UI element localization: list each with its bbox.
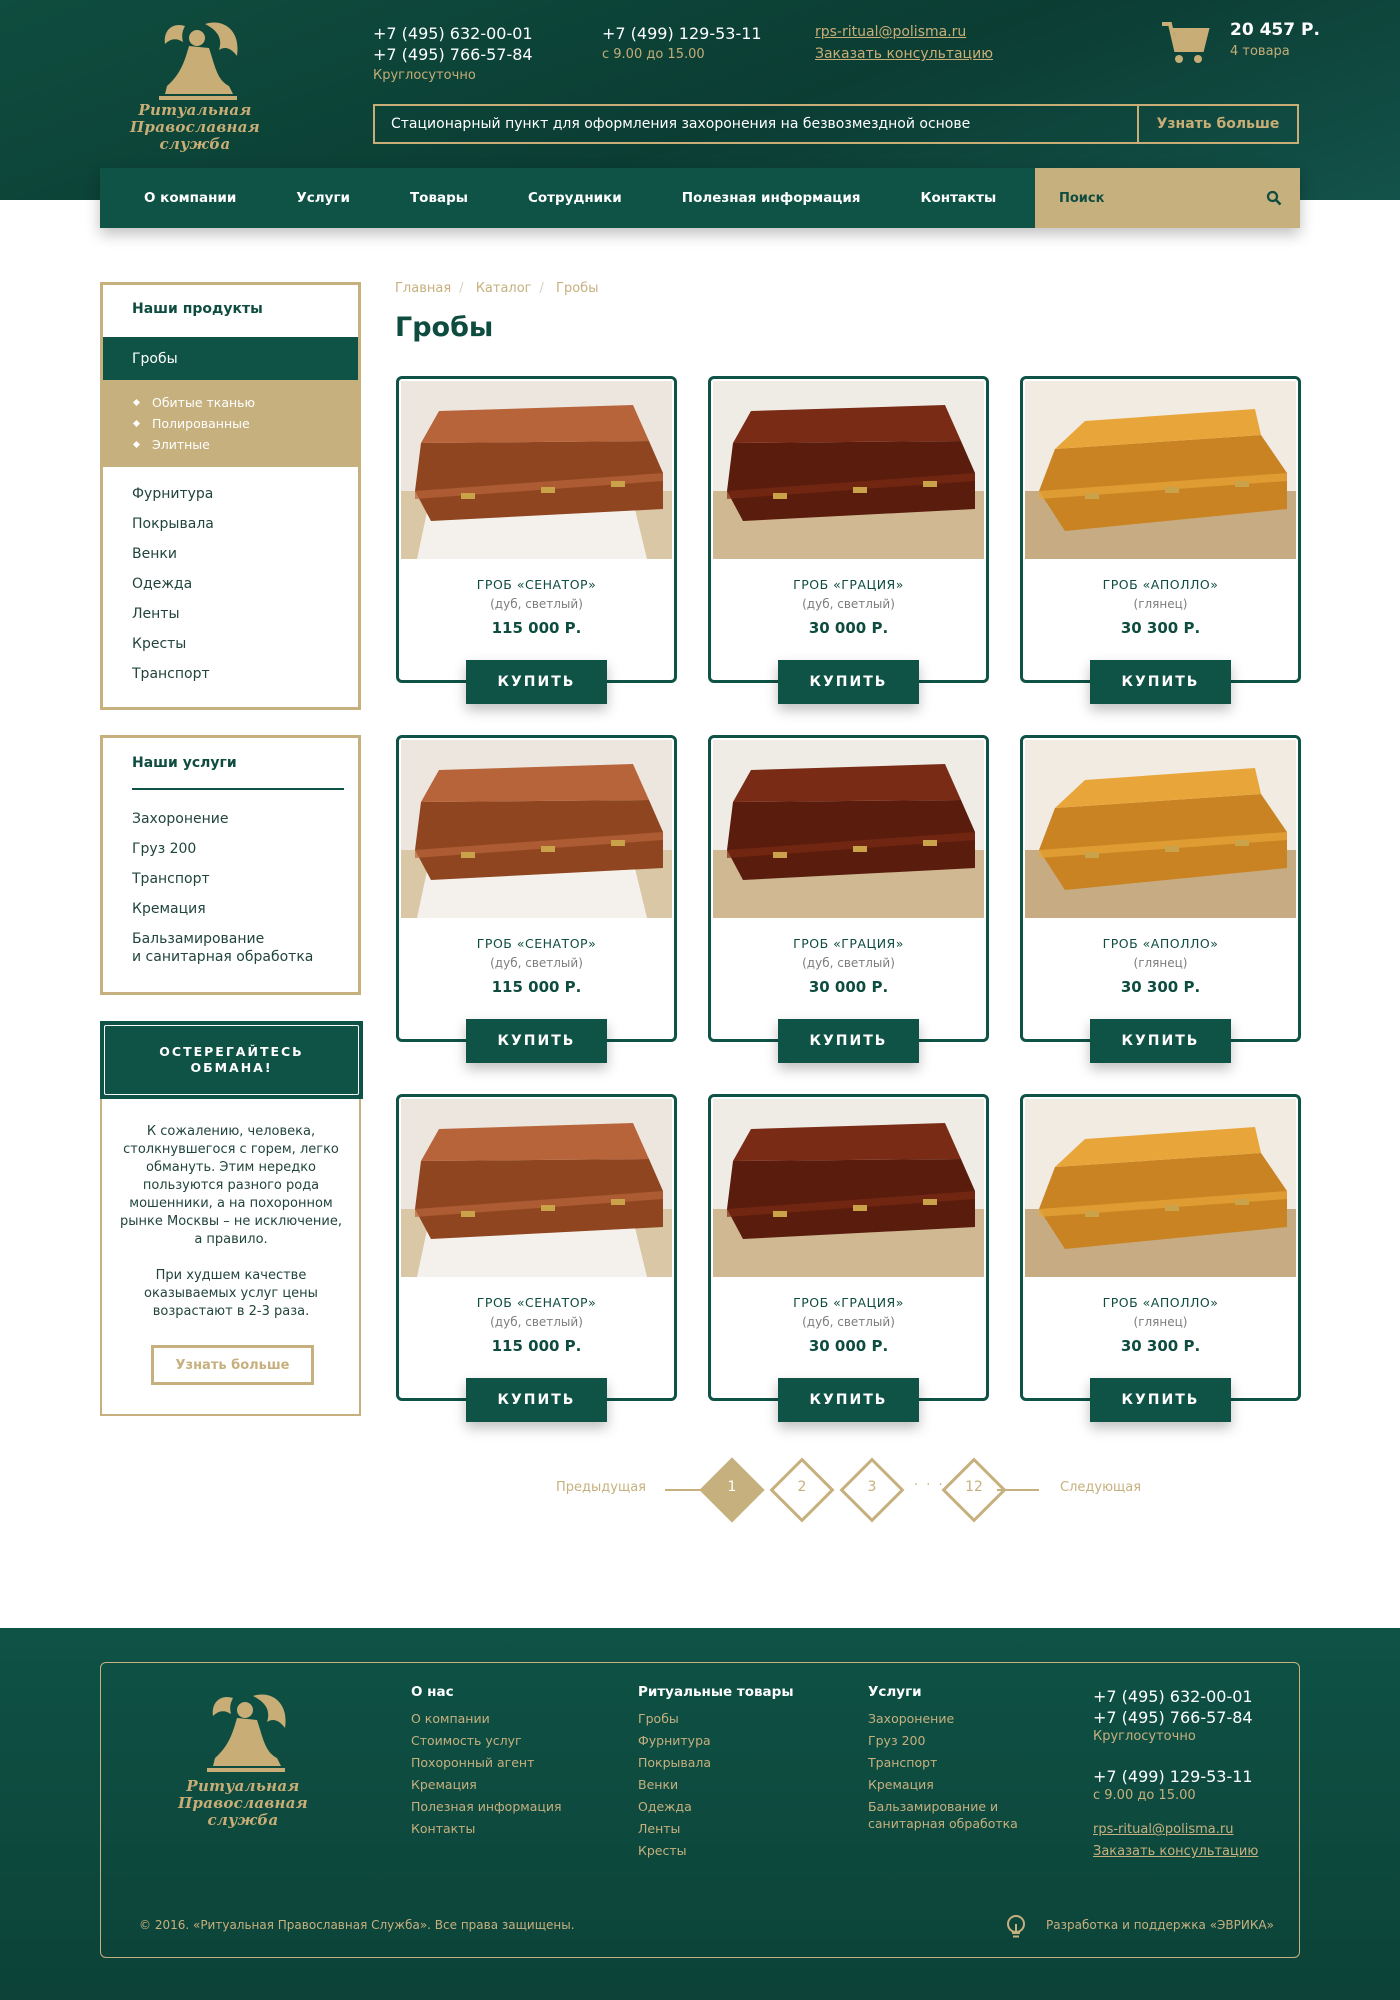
category-transport[interactable]: Транспорт (132, 666, 210, 682)
breadcrumb (395, 281, 606, 296)
footer-phone-1[interactable]: +7 (495) 632-00-01 (1093, 1687, 1253, 1706)
fraud-warning-title-text: ОСТЕРЕГАЙТЕСЬ ОБМАНА! (159, 1044, 304, 1075)
footer-link[interactable]: Кремация (411, 1777, 477, 1792)
fraud-warning-paragraph-2: При худшем качестве оказываемых услуг цены возрастают в 2-3 раза. (144, 1268, 318, 1319)
product-description: (дуб, светлый) (802, 597, 895, 611)
nav-useful-info[interactable]: Полезная информация (681, 190, 861, 206)
footer-link[interactable]: Фурнитура (638, 1733, 711, 1748)
main-nav (100, 168, 1300, 228)
page-12-button[interactable]: 12 (965, 1479, 983, 1495)
subcategory-upholstered[interactable]: Обитые тканью (132, 392, 358, 413)
fraud-warning-box (100, 1023, 361, 1416)
product-price: 30 000 Р. (808, 978, 889, 996)
product-description: (дуб, светлый) (490, 597, 583, 611)
developer-credit[interactable]: Разработка и поддержка «ЭВРИКА» (1046, 1918, 1274, 1932)
product-description: (глянец) (1133, 956, 1188, 970)
product-card[interactable] (708, 1094, 989, 1408)
footer-col-goods (638, 1684, 794, 1862)
footer-link[interactable]: Транспорт (868, 1755, 938, 1770)
product-name[interactable]: ГРОБ «СЕНАТОР» (476, 1295, 597, 1310)
category-ribbons[interactable]: Ленты (132, 606, 180, 622)
footer-link[interactable]: Одежда (638, 1799, 692, 1814)
cart-total[interactable]: 20 457 Р. (1230, 20, 1320, 40)
footer-col-services (868, 1684, 1018, 1832)
services-divider (132, 788, 344, 790)
product-description: (дуб, светлый) (490, 956, 583, 970)
footer-link[interactable]: Ленты (638, 1821, 681, 1836)
product-description: (глянец) (1133, 597, 1188, 611)
product-card[interactable] (1020, 735, 1301, 1049)
service-cremation[interactable]: Кремация (132, 901, 206, 917)
services-menu-title: Наши услуги (132, 755, 237, 771)
buy-button[interactable]: КУПИТЬ (466, 660, 607, 704)
email-link[interactable]: rps-ritual@polisma.ru (815, 24, 967, 40)
footer-link[interactable]: Захоронение (868, 1711, 955, 1726)
footer-link[interactable]: О компании (411, 1711, 490, 1726)
footer-logo-line1: Ритуальная (186, 1777, 300, 1795)
product-card[interactable] (708, 376, 989, 690)
services-list (103, 804, 358, 966)
fraud-warning-text (116, 1123, 346, 1321)
footer-link[interactable]: Кресты (638, 1843, 687, 1858)
product-image[interactable] (713, 1099, 984, 1277)
footer-logo[interactable] (148, 1688, 338, 1829)
page-title: Гробы (395, 312, 494, 343)
pagination-next[interactable]: Следующая (1060, 1480, 1142, 1495)
product-image[interactable] (1025, 1099, 1296, 1277)
category-coffins-active[interactable]: Гробы (103, 337, 358, 380)
product-name[interactable]: ГРОБ «ГРАЦИЯ» (793, 936, 904, 951)
products-menu-title: Наши продукты (132, 301, 263, 317)
page-2-button[interactable]: 2 (797, 1479, 807, 1495)
footer-col-goods-title: Ритуальные товары (638, 1684, 794, 1700)
buy-button[interactable]: КУПИТЬ (778, 660, 919, 704)
buy-button[interactable]: КУПИТЬ (1090, 660, 1231, 704)
header-phone3-block (602, 23, 762, 65)
product-image[interactable] (713, 381, 984, 559)
footer-consult-link[interactable]: Заказать консультацию (1093, 1844, 1259, 1859)
footer-link-embalming-line1: Бальзамирование и (868, 1799, 999, 1814)
angel-logo-icon (145, 16, 245, 102)
product-description: (глянец) (1133, 1315, 1188, 1329)
subcategory-polished[interactable]: Полированные (132, 413, 358, 434)
pagination-ellipsis: · · · (914, 1478, 945, 1493)
product-name[interactable]: ГРОБ «АПОЛЛО» (1102, 1295, 1219, 1310)
subcategory-elite[interactable]: Элитные (132, 434, 358, 455)
phone-3[interactable]: +7 (499) 129-53-11 (602, 24, 762, 43)
category-covers[interactable]: Покрывала (132, 516, 214, 532)
category-crosses[interactable]: Кресты (132, 636, 187, 652)
product-description: (дуб, светлый) (490, 1315, 583, 1329)
product-image[interactable] (713, 740, 984, 918)
work-hours: с 9.00 до 15.00 (602, 47, 705, 62)
product-price: 30 000 Р. (808, 619, 889, 637)
footer-link[interactable]: Груз 200 (868, 1733, 926, 1748)
logo-line1: Ритуальная (138, 101, 252, 119)
service-cargo-200[interactable]: Груз 200 (132, 841, 197, 857)
site-footer (0, 1628, 1400, 2000)
product-description: (дуб, светлый) (802, 956, 895, 970)
product-card[interactable] (1020, 376, 1301, 690)
nav-about[interactable]: О компании (144, 190, 237, 206)
nav-services[interactable]: Услуги (296, 190, 350, 206)
banner-text: Стационарный пункт для оформления захоронения на безвозмездной основе (391, 116, 971, 132)
consult-link[interactable]: Заказать консультацию (815, 46, 993, 62)
subcategory-list (103, 380, 358, 467)
page-3-button[interactable]: 3 (867, 1479, 877, 1495)
product-price: 30 300 Р. (1120, 978, 1201, 996)
breadcrumb-separator: / (459, 281, 464, 296)
header-phones-block (373, 23, 533, 86)
site-logo[interactable] (100, 16, 290, 153)
pagination-prev[interactable]: Предыдущая (556, 1480, 646, 1495)
info-banner (373, 104, 1299, 144)
phone-2[interactable]: +7 (495) 766-57-84 (373, 45, 533, 64)
footer-phone-3[interactable]: +7 (499) 129-53-11 (1093, 1767, 1253, 1786)
service-embalming[interactable] (103, 930, 358, 966)
buy-button[interactable]: КУПИТЬ (778, 1019, 919, 1063)
product-image[interactable] (1025, 381, 1296, 559)
footer-link[interactable]: Покрывала (638, 1755, 712, 1770)
service-embalming-line2: и санитарная обработка (132, 949, 314, 965)
footer-col-services-title: Услуги (868, 1684, 922, 1700)
copyright: © 2016. «Ритуальная Православная Служба». Все права защищены. (139, 1918, 575, 1932)
search-icon[interactable] (1266, 190, 1282, 206)
phone-1[interactable]: +7 (495) 632-00-01 (373, 24, 533, 43)
product-price: 115 000 Р. (491, 978, 582, 996)
footer-link[interactable]: Гробы (638, 1711, 679, 1726)
nav-staff[interactable]: Сотрудники (527, 190, 622, 206)
footer-link[interactable]: Кремация (868, 1777, 934, 1792)
page-1-button[interactable]: 1 (727, 1479, 737, 1495)
angel-logo-icon (193, 1688, 293, 1774)
buy-button[interactable]: КУПИТЬ (1090, 1378, 1231, 1422)
product-price: 30 300 Р. (1120, 619, 1201, 637)
footer-link-embalming-line2: санитарная обработка (868, 1816, 1018, 1831)
cart-count: 4 товара (1230, 44, 1290, 59)
product-card[interactable] (396, 1094, 677, 1408)
category-fittings[interactable]: Фурнитура (132, 486, 214, 502)
footer-phone-2[interactable]: +7 (495) 766-57-84 (1093, 1708, 1253, 1727)
pagination-line-right (997, 1489, 1039, 1491)
buy-button[interactable]: КУПИТЬ (466, 1378, 607, 1422)
product-image[interactable] (401, 1099, 672, 1277)
services-menu (100, 735, 361, 995)
product-price: 30 000 Р. (808, 1337, 889, 1355)
fraud-warning-paragraph-1: К сожалению, человека, столкнувшегося с горем, легко обмануть. Этим нередко пользуются разного рода мошенники, а на похоронном рынке Москвы – не исключение, а правило. (120, 1124, 342, 1247)
product-name[interactable]: ГРОБ «АПОЛЛО» (1102, 936, 1219, 951)
buy-button[interactable]: КУПИТЬ (1090, 1019, 1231, 1063)
cart-icon[interactable] (1160, 18, 1210, 66)
footer-link[interactable]: Стоимость услуг (411, 1733, 522, 1748)
product-description: (дуб, светлый) (802, 1315, 895, 1329)
product-image[interactable] (401, 381, 672, 559)
product-name[interactable]: ГРОБ «ГРАЦИЯ» (793, 577, 904, 592)
product-image[interactable] (401, 740, 672, 918)
buy-button[interactable]: КУПИТЬ (778, 1378, 919, 1422)
product-price: 115 000 Р. (491, 1337, 582, 1355)
logo-line2: Православная служба (129, 118, 261, 153)
footer-col-about-title: О нас (411, 1684, 454, 1700)
product-card[interactable] (396, 735, 677, 1049)
footer-link[interactable]: Полезная информация (411, 1799, 562, 1814)
product-card[interactable] (1020, 1094, 1301, 1408)
breadcrumb-separator: / (539, 281, 544, 296)
footer-hours: с 9.00 до 15.00 (1093, 1788, 1196, 1803)
lightbulb-icon (1005, 1914, 1027, 1940)
phone-note: Круглосуточно (373, 68, 476, 83)
footer-link[interactable]: Венки (638, 1777, 679, 1792)
footer-link-embalming[interactable] (868, 1798, 1018, 1832)
product-price: 115 000 Р. (491, 619, 582, 637)
search-input[interactable] (1035, 168, 1300, 228)
category-list (103, 479, 358, 689)
breadcrumb-home[interactable]: Главная (395, 281, 452, 296)
product-card[interactable] (708, 735, 989, 1049)
products-menu (100, 282, 361, 710)
footer-link[interactable]: Контакты (411, 1821, 476, 1836)
footer-email-link[interactable]: rps-ritual@polisma.ru (1093, 1822, 1234, 1837)
footer-logo-line2: Православная служба (177, 1794, 309, 1829)
fraud-warning-title (100, 1021, 363, 1099)
category-clothes[interactable]: Одежда (132, 576, 193, 592)
service-embalming-line1: Бальзамирование (132, 931, 265, 947)
category-wreaths[interactable]: Венки (132, 546, 177, 562)
footer-phone-note: Круглосуточно (1093, 1729, 1196, 1744)
footer-link[interactable]: Похоронный агент (411, 1755, 535, 1770)
service-burial[interactable]: Захоронение (132, 811, 229, 827)
banner-learn-more-button[interactable]: Узнать больше (1137, 106, 1297, 142)
footer-col-about (411, 1684, 562, 1840)
product-name[interactable]: ГРОБ «АПОЛЛО» (1102, 577, 1219, 592)
product-name[interactable]: ГРОБ «СЕНАТОР» (476, 936, 597, 951)
product-card[interactable] (396, 376, 677, 690)
product-name[interactable]: ГРОБ «ГРАЦИЯ» (793, 1295, 904, 1310)
service-transport[interactable]: Транспорт (132, 871, 210, 887)
breadcrumb-catalog[interactable]: Каталог (475, 281, 532, 296)
nav-goods[interactable]: Товары (409, 190, 468, 206)
fraud-learn-more-button[interactable]: Узнать больше (151, 1345, 314, 1385)
product-price: 30 300 Р. (1120, 1337, 1201, 1355)
product-name[interactable]: ГРОБ «СЕНАТОР» (476, 577, 597, 592)
product-image[interactable] (1025, 740, 1296, 918)
header-contacts (815, 21, 993, 65)
search-placeholder: Поиск (1059, 190, 1105, 206)
nav-contacts[interactable]: Контакты (920, 190, 997, 206)
buy-button[interactable]: КУПИТЬ (466, 1019, 607, 1063)
footer-contacts (1093, 1686, 1258, 1863)
breadcrumb-current: Гробы (556, 281, 599, 296)
